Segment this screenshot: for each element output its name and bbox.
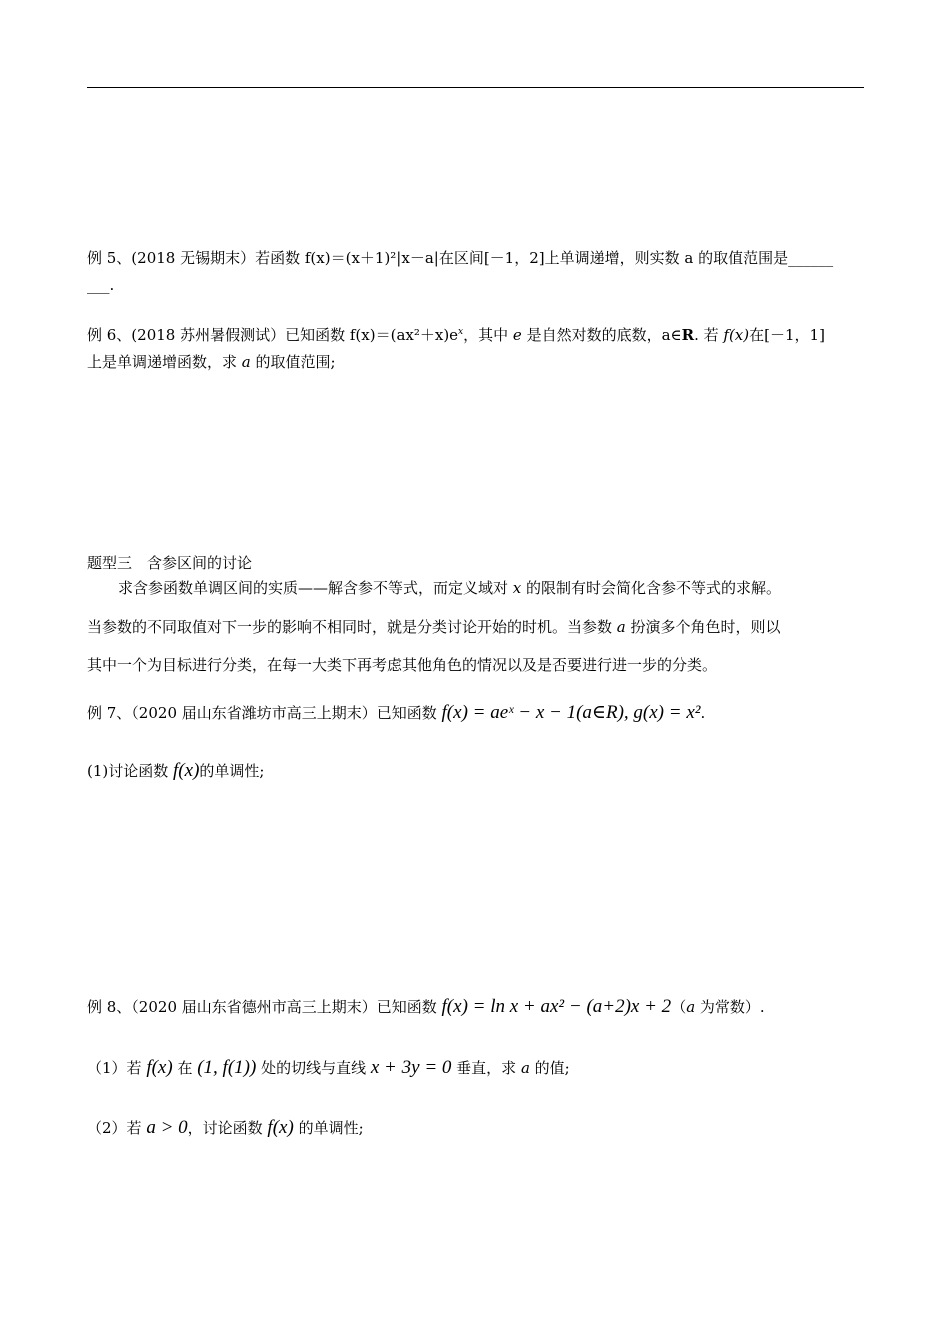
example-8-q1-text-a: （1）若 bbox=[87, 1059, 147, 1077]
example-8-q2-fx: f(x) bbox=[267, 1117, 294, 1138]
example-7-question-1 bbox=[87, 758, 264, 784]
example-6-line-1 bbox=[87, 325, 825, 345]
para-text-3: 其中一个为目标进行分类，在每一大类下再考虑其他角色的情况以及是否要进行进一步的分类。 bbox=[87, 656, 718, 674]
example-8-formula: f(x) = ln x + ax² − (a+2)x + 2 bbox=[441, 996, 672, 1017]
example-5-line-2 bbox=[87, 275, 114, 295]
para-text-2a: 当参数的不同取值对下一步的影响不相同时，就是分类讨论开始的时机。当参数 bbox=[87, 618, 617, 636]
para-var-x: x bbox=[512, 579, 522, 597]
example-8-line bbox=[87, 994, 765, 1020]
example-8-q2-text-b: ，讨论函数 bbox=[187, 1119, 268, 1137]
example-6-interval: 在[－1，1] bbox=[749, 326, 825, 344]
example-8-q2-text-a: （2）若 bbox=[87, 1119, 147, 1137]
para-text-2b: 扮演多个角色时，则以 bbox=[625, 618, 781, 636]
example-7-formula: f(x) = aeˣ − x − 1(a∈R), g(x) = x² bbox=[441, 702, 701, 723]
example-6-reals: R bbox=[681, 326, 695, 344]
example-7-q1-text-b: 的单调性; bbox=[199, 762, 265, 780]
example-7-intro: 例 7、（2020 届山东省潍坊市高三上期末）已知函数 bbox=[87, 704, 442, 722]
example-6-var-a: a bbox=[241, 353, 251, 371]
example-6-fx: f(x) bbox=[723, 326, 750, 344]
example-8-intro: 例 8、（2020 届山东省德州市高三上期末）已知函数 bbox=[87, 998, 442, 1016]
example-6-text-e: 上是单调递增函数，求 bbox=[87, 353, 242, 371]
example-8-q2-text-c: 的单调性; bbox=[293, 1119, 364, 1137]
example-6-text-a: 例 6、(2018 苏州暑假测试）已知函数 f(x)＝(ax²＋x)e bbox=[87, 326, 459, 344]
section-3-para-line-2 bbox=[87, 617, 781, 637]
example-8-note-var: a bbox=[686, 998, 696, 1016]
example-8-q1-text-b: 在 bbox=[172, 1059, 198, 1077]
section-3-para-line-3 bbox=[87, 655, 717, 675]
example-7-line bbox=[87, 700, 705, 726]
section-title: 题型三 含参区间的讨论 bbox=[87, 554, 253, 572]
para-text-1a: 求含参函数单调区间的实质——解含参不等式，而定义域对 bbox=[118, 579, 513, 597]
example-6-text-c: 是自然对数的底数，a∈ bbox=[521, 326, 682, 344]
para-var-a: a bbox=[616, 618, 626, 636]
example-8-q1-text-e: 的值; bbox=[529, 1059, 570, 1077]
example-6-text-b: ，其中 bbox=[463, 326, 513, 344]
example-8-q1-text-c: 处的切线与直线 bbox=[256, 1059, 371, 1077]
example-8-q1-fx: f(x) bbox=[146, 1057, 173, 1078]
example-8-note-close: 为常数）. bbox=[695, 998, 765, 1016]
example-6-text-d: . 若 bbox=[694, 326, 724, 344]
section-3-para-line-1 bbox=[118, 578, 781, 598]
example-5-blank: ___. bbox=[87, 276, 115, 294]
example-8-question-2 bbox=[87, 1115, 364, 1141]
example-8-q1-text-d: 垂直，求 bbox=[451, 1059, 521, 1077]
example-7-q1-fx: f(x) bbox=[173, 760, 200, 781]
example-8-question-1 bbox=[87, 1055, 570, 1081]
example-6-e: e bbox=[512, 326, 522, 344]
example-7-q1-text-a: (1)讨论函数 bbox=[87, 762, 174, 780]
example-7-period: . bbox=[700, 704, 706, 722]
example-5-line-1 bbox=[87, 248, 833, 268]
example-6-text-f: 的取值范围; bbox=[250, 353, 336, 371]
example-8-q1-line-eq: x + 3y = 0 bbox=[370, 1057, 452, 1078]
example-8-note-open: （ bbox=[671, 998, 687, 1016]
para-text-1b: 的限制有时会简化含参不等式的求解。 bbox=[521, 579, 782, 597]
header-rule bbox=[87, 87, 864, 88]
example-8-q2-cond: a > 0 bbox=[146, 1117, 188, 1138]
example-8-q1-point: (1, f(1)) bbox=[197, 1057, 257, 1078]
example-6-line-2 bbox=[87, 352, 336, 372]
section-3-title bbox=[87, 553, 252, 573]
example-8-q1-var: a bbox=[520, 1059, 530, 1077]
example-6-exponent: x bbox=[458, 327, 464, 337]
example-5-text: 例 5、(2018 无锡期末）若函数 f(x)＝(x＋1)²|x－a|在区间[－1，2]上单调递增，则实数 a 的取值范围是______ bbox=[87, 249, 834, 267]
